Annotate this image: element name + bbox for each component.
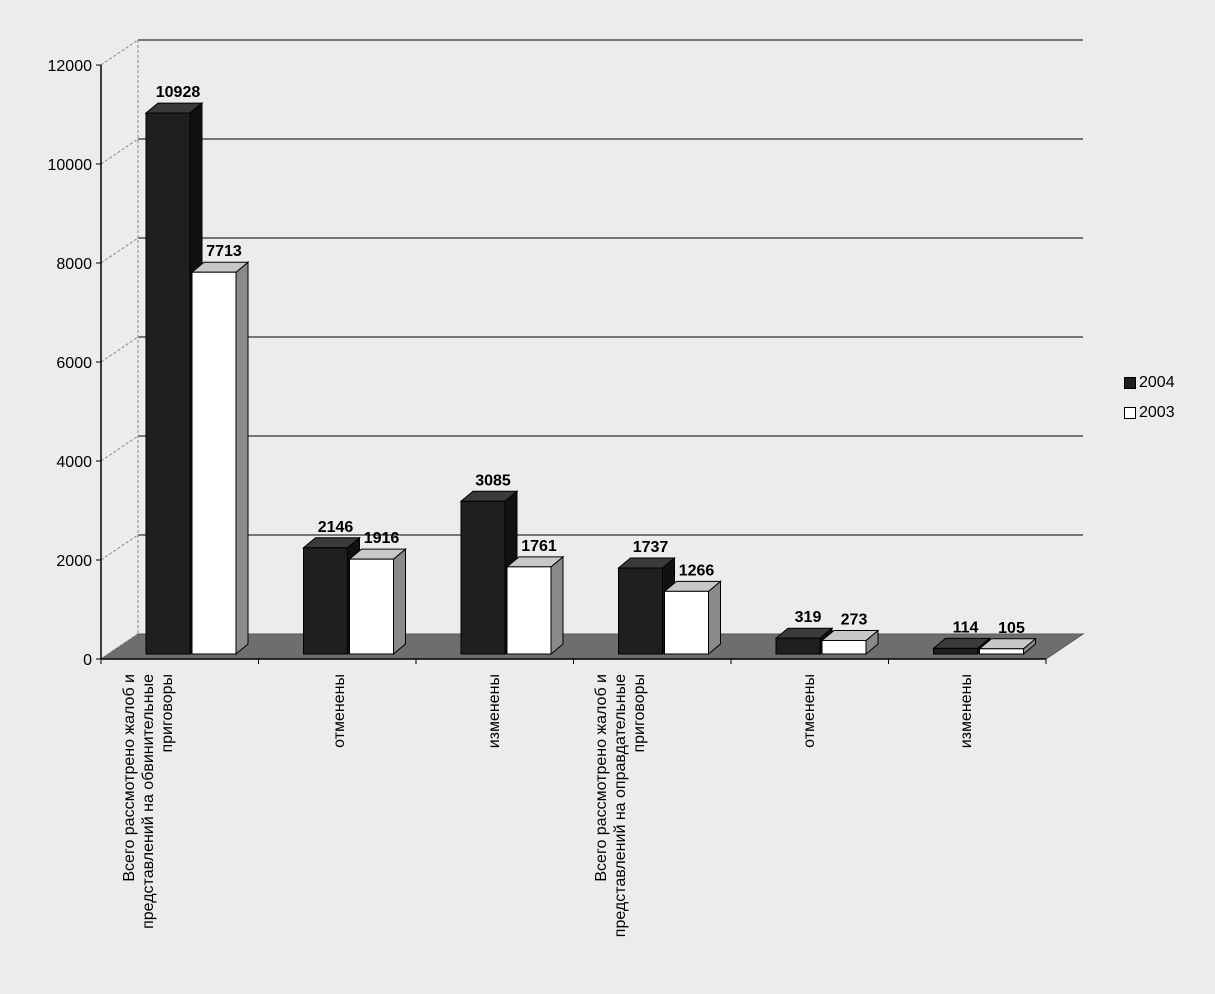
category-label: Всего рассмотрено жалоб и представлений на обвинительные приговоры xyxy=(121,674,176,929)
bar-front xyxy=(192,272,236,654)
legend-item-2003 xyxy=(1124,404,1175,422)
data-label-2004-0: 10928 xyxy=(155,84,201,102)
y-tick-label: 0 xyxy=(83,652,92,669)
y-tick-label: 2000 xyxy=(56,553,92,570)
category-label: изменены xyxy=(958,674,975,749)
category-label: Всего рассмотрено жалоб и представлений на оправдательные приговоры xyxy=(593,674,648,938)
side-gridline xyxy=(101,436,138,461)
bar-front xyxy=(461,501,505,654)
bar-front xyxy=(776,638,820,654)
side-gridline xyxy=(101,535,138,560)
data-label-2004-3: 1737 xyxy=(632,539,669,557)
data-label-2004-5: 114 xyxy=(952,619,979,637)
bar-2003-2 xyxy=(507,557,563,654)
legend-label-2003: 2003 xyxy=(1139,404,1175,421)
side-gridline xyxy=(101,40,138,65)
data-label-2003-5: 105 xyxy=(998,619,1025,637)
bar-front xyxy=(822,640,866,654)
legend-swatch-2004 xyxy=(1124,377,1136,389)
bar-front xyxy=(619,568,663,654)
bar-side xyxy=(551,557,563,654)
side-gridline xyxy=(101,238,138,263)
bar-2003-4 xyxy=(822,630,878,654)
bar-front xyxy=(980,649,1024,654)
data-label-2003-2: 1761 xyxy=(521,537,557,555)
data-label-2003-3: 1266 xyxy=(678,562,715,580)
y-tick-label: 8000 xyxy=(56,256,92,273)
bar-side xyxy=(394,549,406,654)
side-gridline xyxy=(101,337,138,362)
data-label-2003-4: 273 xyxy=(840,611,868,629)
category-label: изменены xyxy=(486,674,503,749)
bar-front xyxy=(304,548,348,654)
y-tick-label: 10000 xyxy=(47,157,92,174)
data-label-2004-1: 2146 xyxy=(317,518,354,536)
bar-front xyxy=(350,559,394,654)
data-label-2004-2: 3085 xyxy=(475,472,511,490)
legend-label-2004: 2004 xyxy=(1139,374,1175,391)
legend-item-2004 xyxy=(1124,374,1175,392)
data-label-2003-1: 1916 xyxy=(363,530,400,548)
legend-swatch-2003 xyxy=(1124,407,1136,419)
y-tick-label: 4000 xyxy=(56,454,92,471)
y-tick-label: 12000 xyxy=(47,58,92,75)
bar-2003-1 xyxy=(350,549,406,654)
bar-front xyxy=(507,567,551,654)
bar-2003-0 xyxy=(192,262,248,654)
data-label-2003-0: 7713 xyxy=(206,243,242,261)
bar-2003-3 xyxy=(665,581,721,654)
bar-front xyxy=(934,648,978,654)
category-label: отменены xyxy=(801,674,818,748)
bar-front xyxy=(665,591,709,654)
bar-front xyxy=(146,113,190,654)
bar-side xyxy=(236,262,248,654)
bar-side xyxy=(709,581,721,654)
y-tick-label: 6000 xyxy=(56,355,92,372)
category-label: отменены xyxy=(331,674,348,748)
side-gridline xyxy=(101,139,138,164)
data-label-2004-4: 319 xyxy=(794,609,822,627)
